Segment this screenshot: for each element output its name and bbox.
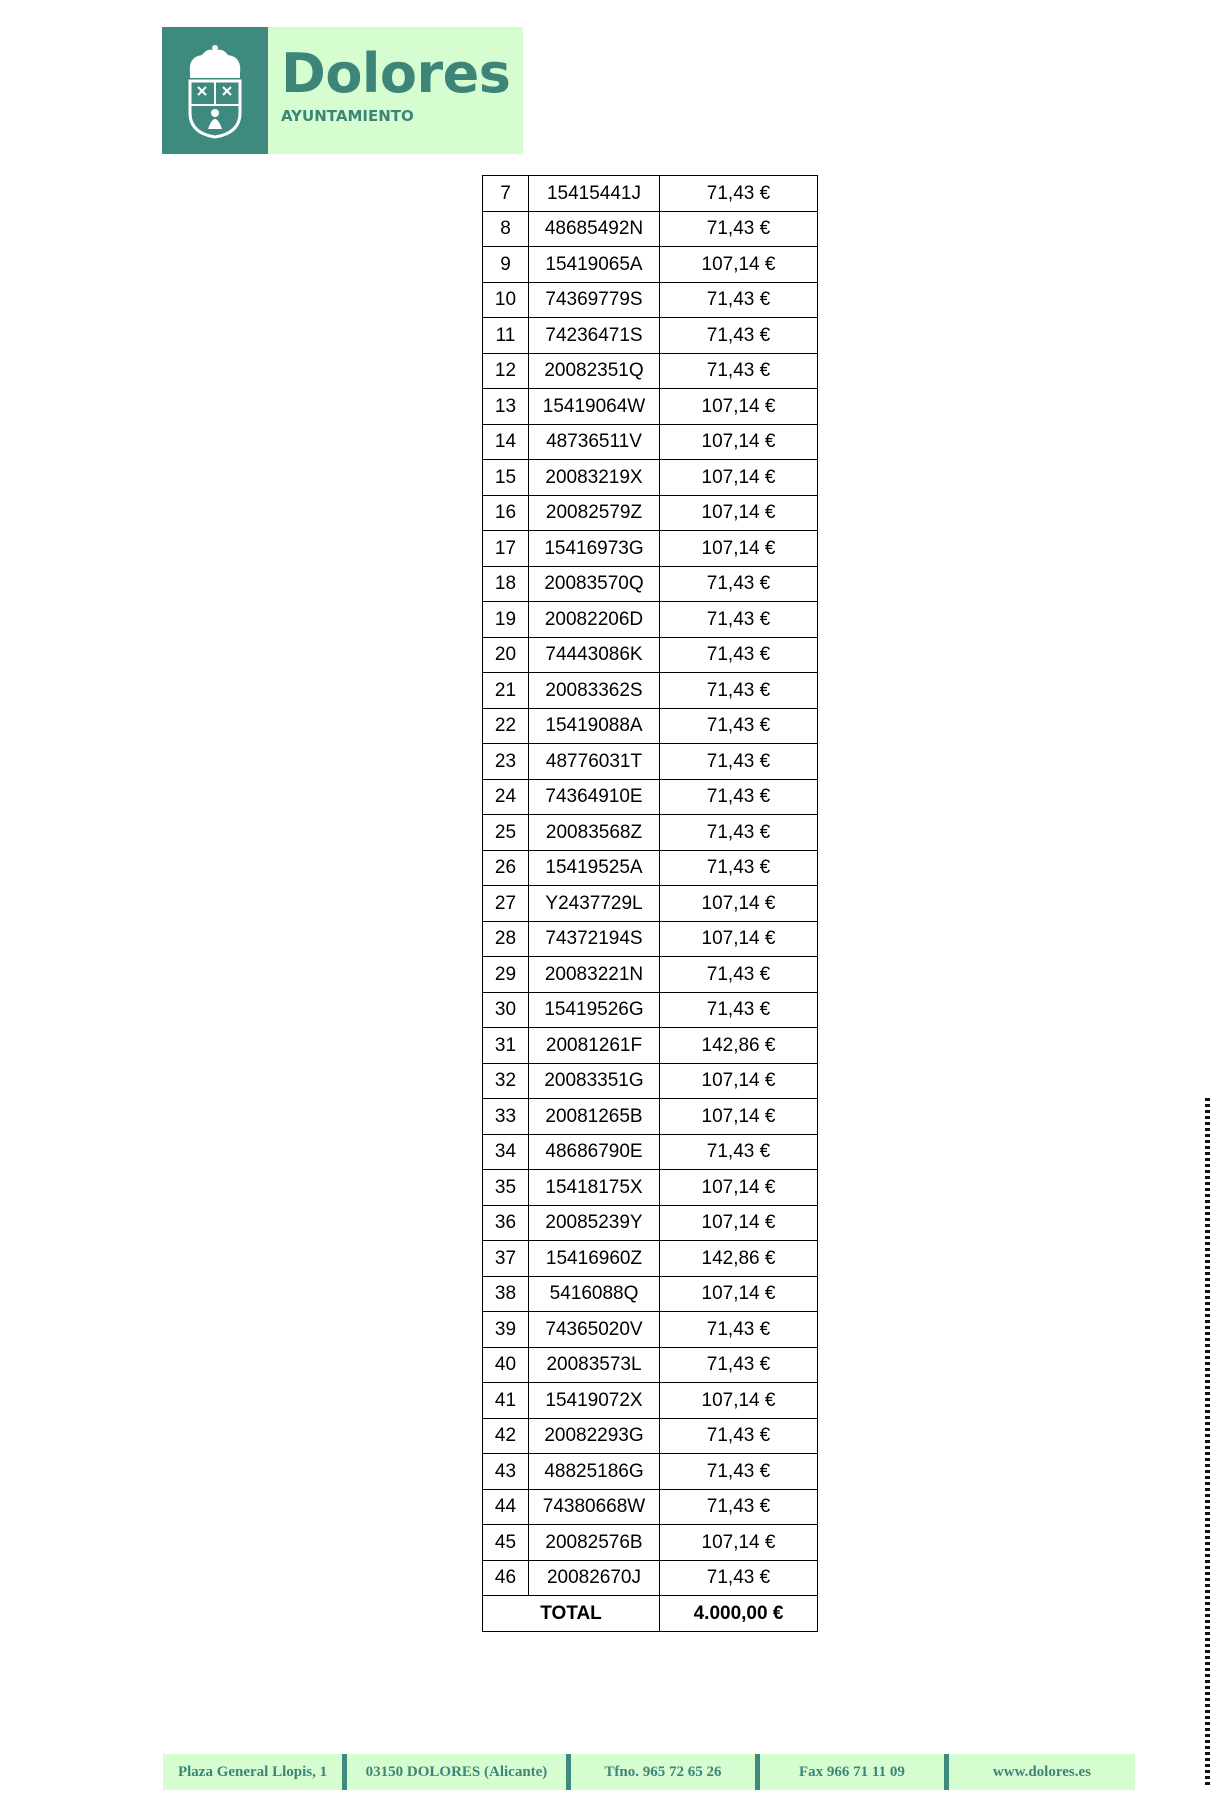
footer-city: 03150 DOLORES (Alicante) <box>365 1763 548 1780</box>
row-number: 14 <box>483 424 529 460</box>
table-row <box>483 637 818 673</box>
row-number: 28 <box>483 921 529 957</box>
row-amount: 71,43 € <box>660 282 818 318</box>
row-amount: 142,86 € <box>660 1241 818 1277</box>
coat-of-arms-icon <box>162 27 268 154</box>
logo-subtitle: AYUNTAMIENTO <box>281 107 414 125</box>
row-id: 15419088A <box>529 708 660 744</box>
row-amount: 107,14 € <box>660 1525 818 1561</box>
row-number: 32 <box>483 1063 529 1099</box>
row-amount: 71,43 € <box>660 850 818 886</box>
row-number: 24 <box>483 779 529 815</box>
row-number: 36 <box>483 1205 529 1241</box>
table-row <box>483 1418 818 1454</box>
row-id: 20082351Q <box>529 353 660 389</box>
table-row <box>483 1525 818 1561</box>
row-number: 18 <box>483 566 529 602</box>
table-row <box>483 495 818 531</box>
row-number: 41 <box>483 1383 529 1419</box>
row-id: 20082206D <box>529 602 660 638</box>
row-number: 46 <box>483 1560 529 1596</box>
table-row <box>483 886 818 922</box>
beneficiaries-table <box>482 175 818 1632</box>
row-id: 15416960Z <box>529 1241 660 1277</box>
row-number: 44 <box>483 1489 529 1525</box>
row-id: 15419065A <box>529 247 660 283</box>
row-id: 15415441J <box>529 176 660 212</box>
row-id: Y2437729L <box>529 886 660 922</box>
row-amount: 107,14 € <box>660 1205 818 1241</box>
row-id: 15418175X <box>529 1170 660 1206</box>
row-id: 20083362S <box>529 673 660 709</box>
row-id: 74443086K <box>529 637 660 673</box>
table-row <box>483 389 818 425</box>
row-id: 20082293G <box>529 1418 660 1454</box>
total-label: TOTAL <box>483 1596 660 1632</box>
row-id: 20082670J <box>529 1560 660 1596</box>
table-row <box>483 1489 818 1525</box>
row-amount: 142,86 € <box>660 1028 818 1064</box>
row-number: 21 <box>483 673 529 709</box>
table-row <box>483 1099 818 1135</box>
row-number: 39 <box>483 1312 529 1348</box>
row-amount: 71,43 € <box>660 1347 818 1383</box>
table-row <box>483 1347 818 1383</box>
table-row <box>483 1134 818 1170</box>
row-amount: 71,43 € <box>660 744 818 780</box>
table-row <box>483 176 818 212</box>
table-row <box>483 779 818 815</box>
row-id: 48736511V <box>529 424 660 460</box>
row-amount: 71,43 € <box>660 353 818 389</box>
row-amount: 71,43 € <box>660 211 818 247</box>
row-number: 8 <box>483 211 529 247</box>
row-id: 15419525A <box>529 850 660 886</box>
ayuntamiento-logo <box>162 27 523 154</box>
row-amount: 71,43 € <box>660 637 818 673</box>
row-number: 34 <box>483 1134 529 1170</box>
row-amount: 71,43 € <box>660 1418 818 1454</box>
row-amount: 107,14 € <box>660 1063 818 1099</box>
row-id: 20083221N <box>529 957 660 993</box>
table-row <box>483 815 818 851</box>
row-number: 20 <box>483 637 529 673</box>
table-row <box>483 1276 818 1312</box>
row-id: 74372194S <box>529 921 660 957</box>
row-amount: 71,43 € <box>660 1489 818 1525</box>
row-amount: 71,43 € <box>660 1560 818 1596</box>
table-row <box>483 957 818 993</box>
footer-fax: Fax 966 71 11 09 <box>799 1763 905 1780</box>
row-number: 37 <box>483 1241 529 1277</box>
table-row <box>483 460 818 496</box>
row-id: 15416973G <box>529 531 660 567</box>
row-id: 20081265B <box>529 1099 660 1135</box>
table-row <box>483 282 818 318</box>
row-number: 9 <box>483 247 529 283</box>
row-id: 74365020V <box>529 1312 660 1348</box>
table-row <box>483 1205 818 1241</box>
row-amount: 107,14 € <box>660 495 818 531</box>
row-number: 43 <box>483 1454 529 1490</box>
row-amount: 71,43 € <box>660 1312 818 1348</box>
row-id: 15419064W <box>529 389 660 425</box>
table-row <box>483 708 818 744</box>
row-id: 20082576B <box>529 1525 660 1561</box>
row-amount: 71,43 € <box>660 673 818 709</box>
row-number: 12 <box>483 353 529 389</box>
row-number: 25 <box>483 815 529 851</box>
row-number: 38 <box>483 1276 529 1312</box>
table-row <box>483 318 818 354</box>
row-amount: 71,43 € <box>660 708 818 744</box>
table-row <box>483 353 818 389</box>
table-row <box>483 744 818 780</box>
table-row <box>483 921 818 957</box>
scan-edge-marks <box>1205 1098 1210 1788</box>
footer-bar <box>163 1754 1135 1790</box>
table-row <box>483 211 818 247</box>
table-row <box>483 673 818 709</box>
row-number: 30 <box>483 992 529 1028</box>
row-id: 20081261F <box>529 1028 660 1064</box>
row-number: 16 <box>483 495 529 531</box>
row-amount: 71,43 € <box>660 602 818 638</box>
row-number: 13 <box>483 389 529 425</box>
row-number: 23 <box>483 744 529 780</box>
table-row <box>483 247 818 283</box>
row-id: 74380668W <box>529 1489 660 1525</box>
table-row <box>483 1241 818 1277</box>
row-id: 20083219X <box>529 460 660 496</box>
row-number: 26 <box>483 850 529 886</box>
row-number: 33 <box>483 1099 529 1135</box>
row-id: 74369779S <box>529 282 660 318</box>
row-number: 35 <box>483 1170 529 1206</box>
table-row <box>483 850 818 886</box>
row-number: 27 <box>483 886 529 922</box>
table-row <box>483 1454 818 1490</box>
row-id: 15419526G <box>529 992 660 1028</box>
row-id: 20083351G <box>529 1063 660 1099</box>
table-row <box>483 424 818 460</box>
row-amount: 107,14 € <box>660 247 818 283</box>
row-id: 20083570Q <box>529 566 660 602</box>
row-amount: 107,14 € <box>660 1383 818 1419</box>
row-number: 22 <box>483 708 529 744</box>
row-amount: 107,14 € <box>660 460 818 496</box>
row-amount: 107,14 € <box>660 389 818 425</box>
row-number: 19 <box>483 602 529 638</box>
row-amount: 71,43 € <box>660 779 818 815</box>
row-id: 48685492N <box>529 211 660 247</box>
row-amount: 107,14 € <box>660 886 818 922</box>
row-amount: 71,43 € <box>660 1454 818 1490</box>
row-number: 17 <box>483 531 529 567</box>
footer-website[interactable]: www.dolores.es <box>992 1763 1091 1780</box>
row-id: 20083568Z <box>529 815 660 851</box>
row-id: 48686790E <box>529 1134 660 1170</box>
row-id: 74364910E <box>529 779 660 815</box>
table-row <box>483 1312 818 1348</box>
row-id: 20083573L <box>529 1347 660 1383</box>
logo-name: Dolores <box>281 42 511 105</box>
row-id: 20085239Y <box>529 1205 660 1241</box>
total-value: 4.000,00 € <box>660 1596 818 1632</box>
row-amount: 107,14 € <box>660 1099 818 1135</box>
table-row <box>483 602 818 638</box>
footer-address: Plaza General Llopis, 1 <box>177 1763 328 1780</box>
row-amount: 107,14 € <box>660 424 818 460</box>
row-number: 42 <box>483 1418 529 1454</box>
row-amount: 71,43 € <box>660 176 818 212</box>
row-amount: 71,43 € <box>660 318 818 354</box>
row-number: 45 <box>483 1525 529 1561</box>
row-number: 11 <box>483 318 529 354</box>
row-number: 31 <box>483 1028 529 1064</box>
footer-phone: Tfno. 965 72 65 26 <box>604 1763 722 1780</box>
table-row <box>483 1560 818 1596</box>
row-number: 29 <box>483 957 529 993</box>
row-amount: 107,14 € <box>660 1170 818 1206</box>
table-row <box>483 1170 818 1206</box>
row-amount: 107,14 € <box>660 531 818 567</box>
table-row <box>483 566 818 602</box>
row-amount: 71,43 € <box>660 1134 818 1170</box>
row-id: 74236471S <box>529 318 660 354</box>
row-number: 40 <box>483 1347 529 1383</box>
table-row <box>483 1028 818 1064</box>
row-number: 10 <box>483 282 529 318</box>
total-row <box>483 1596 818 1632</box>
table-row <box>483 1063 818 1099</box>
row-id: 48776031T <box>529 744 660 780</box>
row-id: 5416088Q <box>529 1276 660 1312</box>
row-number: 15 <box>483 460 529 496</box>
table-row <box>483 992 818 1028</box>
row-number: 7 <box>483 176 529 212</box>
row-amount: 71,43 € <box>660 566 818 602</box>
table-row <box>483 1383 818 1419</box>
row-amount: 107,14 € <box>660 921 818 957</box>
table-body <box>483 176 818 1632</box>
row-id: 48825186G <box>529 1454 660 1490</box>
table-row <box>483 531 818 567</box>
row-amount: 71,43 € <box>660 815 818 851</box>
row-amount: 107,14 € <box>660 1276 818 1312</box>
row-id: 15419072X <box>529 1383 660 1419</box>
row-amount: 71,43 € <box>660 957 818 993</box>
row-amount: 71,43 € <box>660 992 818 1028</box>
row-id: 20082579Z <box>529 495 660 531</box>
